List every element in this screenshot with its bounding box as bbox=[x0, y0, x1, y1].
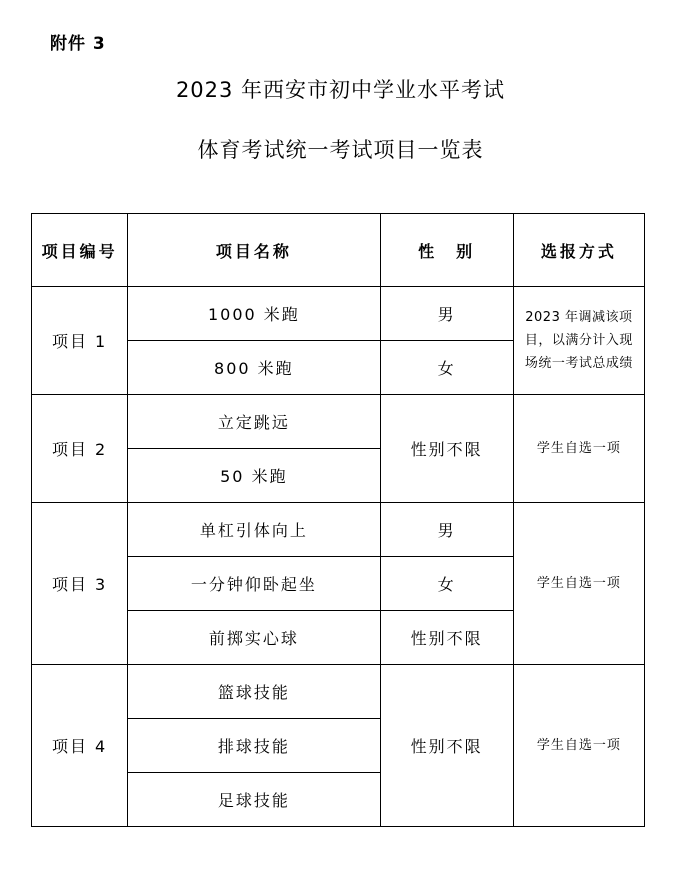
gender-cell: 性别不限 bbox=[380, 611, 513, 665]
item-id-cell: 项目 1 bbox=[32, 287, 128, 395]
item-name-cell: 1000 米跑 bbox=[128, 287, 380, 341]
header-gender: 性 别 bbox=[380, 214, 513, 287]
document-subtitle: 体育考试统一考试项目一览表 bbox=[197, 138, 484, 162]
document-title: 2023 年西安市初中学业水平考试 bbox=[175, 78, 506, 102]
item-name-cell: 排球技能 bbox=[128, 719, 380, 773]
exam-items-table bbox=[31, 213, 645, 827]
header-item-id: 项目编号 bbox=[32, 214, 128, 287]
header-item-name: 项目名称 bbox=[128, 214, 380, 287]
method-cell: 2023 年调减该项目，以满分计入现场统一考试总成绩 bbox=[513, 287, 644, 395]
attachment-label: 附件 3 bbox=[50, 34, 106, 54]
gender-cell: 性别不限 bbox=[380, 665, 513, 827]
method-cell: 学生自选一项 bbox=[513, 665, 644, 827]
item-name-cell: 篮球技能 bbox=[128, 665, 380, 719]
item-name-cell: 单杠引体向上 bbox=[128, 503, 380, 557]
header-method: 选报方式 bbox=[513, 214, 644, 287]
item-id-cell: 项目 2 bbox=[32, 395, 128, 503]
gender-cell: 女 bbox=[380, 557, 513, 611]
gender-cell: 男 bbox=[380, 287, 513, 341]
gender-cell: 女 bbox=[380, 341, 513, 395]
item-name-cell: 一分钟仰卧起坐 bbox=[128, 557, 380, 611]
item-name-cell: 800 米跑 bbox=[128, 341, 380, 395]
item-id-cell: 项目 4 bbox=[32, 665, 128, 827]
item-name-cell: 足球技能 bbox=[128, 773, 380, 827]
table-row bbox=[32, 503, 645, 557]
item-id-cell: 项目 3 bbox=[32, 503, 128, 665]
item-name-cell: 前掷实心球 bbox=[128, 611, 380, 665]
table-row bbox=[32, 287, 645, 341]
item-name-cell: 50 米跑 bbox=[128, 449, 380, 503]
gender-cell: 男 bbox=[380, 503, 513, 557]
method-cell: 学生自选一项 bbox=[513, 503, 644, 665]
table-header-row bbox=[32, 214, 645, 287]
item-name-cell: 立定跳远 bbox=[128, 395, 380, 449]
method-cell: 学生自选一项 bbox=[513, 395, 644, 503]
table-row bbox=[32, 665, 645, 719]
table-row bbox=[32, 395, 645, 449]
gender-cell: 性别不限 bbox=[380, 395, 513, 503]
